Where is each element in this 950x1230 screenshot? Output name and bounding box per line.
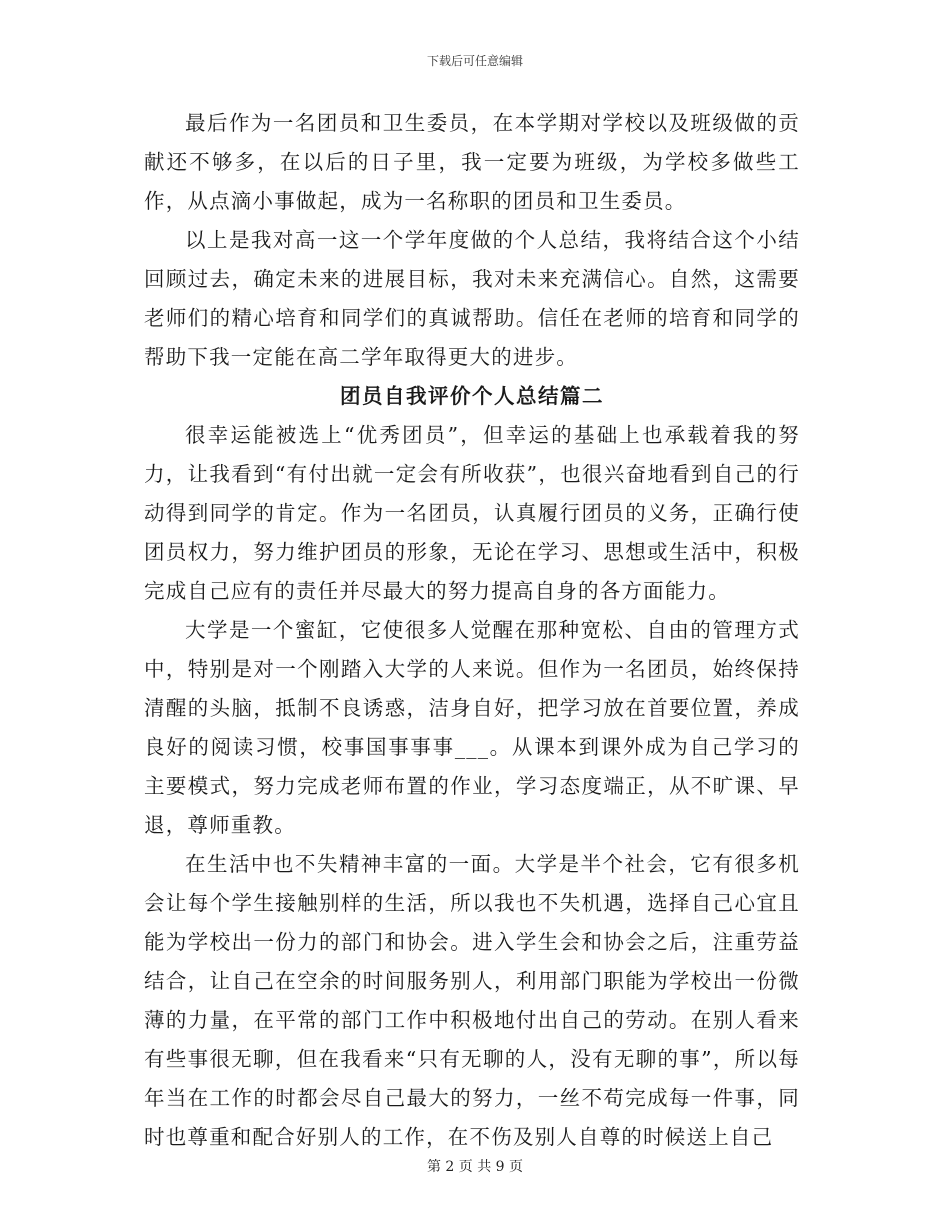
document-body [144, 104, 800, 1157]
header-note: 下载后可任意编辑 [426, 54, 523, 68]
paragraph: 大学是一个蜜缸，它使很多人觉醒在那种宽松、自由的管理方式中，特别是对一个刚踏入大学的人来说。但作为一名团员，始终保持清醒的头脑，抵制不良诱惑，洁身自好，把学习放在首要位置，养成良好的阅读习惯，校事国事事事___。从课本到课外成为自己学习的主要模式，努力完成老师布置的作业，学习态度端正，从不旷课、早退，尊师重教。 [144, 618, 800, 837]
section-title: 团员自我评价个人总结篇二 [340, 384, 604, 408]
paragraph: 最后作为一名团员和卫生委员，在本学期对学校以及班级做的贡献还不够多，在以后的日子里，我一定要为班级，为学校多做些工作，从点滴小事做起，成为一名称职的团员和卫生委员。 [144, 111, 800, 213]
paragraph: 以上是我对高一这一个学年度做的个人总结，我将结合这个小结回顾过去，确定未来的进展目标，我对未来充满信心。自然，这需要老师们的精心培育和同学们的真诚帮助。信任在老师的培育和同学的帮助下我一定能在高二学年取得更大的进步。 [144, 228, 800, 369]
paragraph: 很幸运能被选上“优秀团员”，但幸运的基础上也承载着我的努力，让我看到“有付出就一定会有所收获”，也很兴奋地看到自己的行动得到同学的肯定。作为一名团员，认真履行团员的义务，正确行使团员权力，努力维护团员的形象，无论在学习、思想或生活中，积极完成自己应有的责任并尽最大的努力提高自身的各方面能力。 [144, 423, 800, 603]
paragraph: 在生活中也不失精神丰富的一面。大学是半个社会，它有很多机会让每个学生接触别样的生活，所以我也不失机遇，选择自己心宜且能为学校出一份力的部门和协会。进入学生会和协会之后，注重劳益结合，让自己在空余的时间服务别人，利用部门职能为学校出一份微薄的力量，在平常的部门工作中积极地付出自己的劳动。在别人看来有些事很无聊，但在我看来“只有无聊的人，没有无聊的事”，所以每年当在工作的时都会尽自己最大的努力，一丝不苟完成每一件事，同时也尊重和配合好别人的工作，在不伤及别人自尊的时候送上自己 [144, 852, 800, 1149]
page-indicator: 第 2 页 共 9 页 [426, 1159, 524, 1175]
